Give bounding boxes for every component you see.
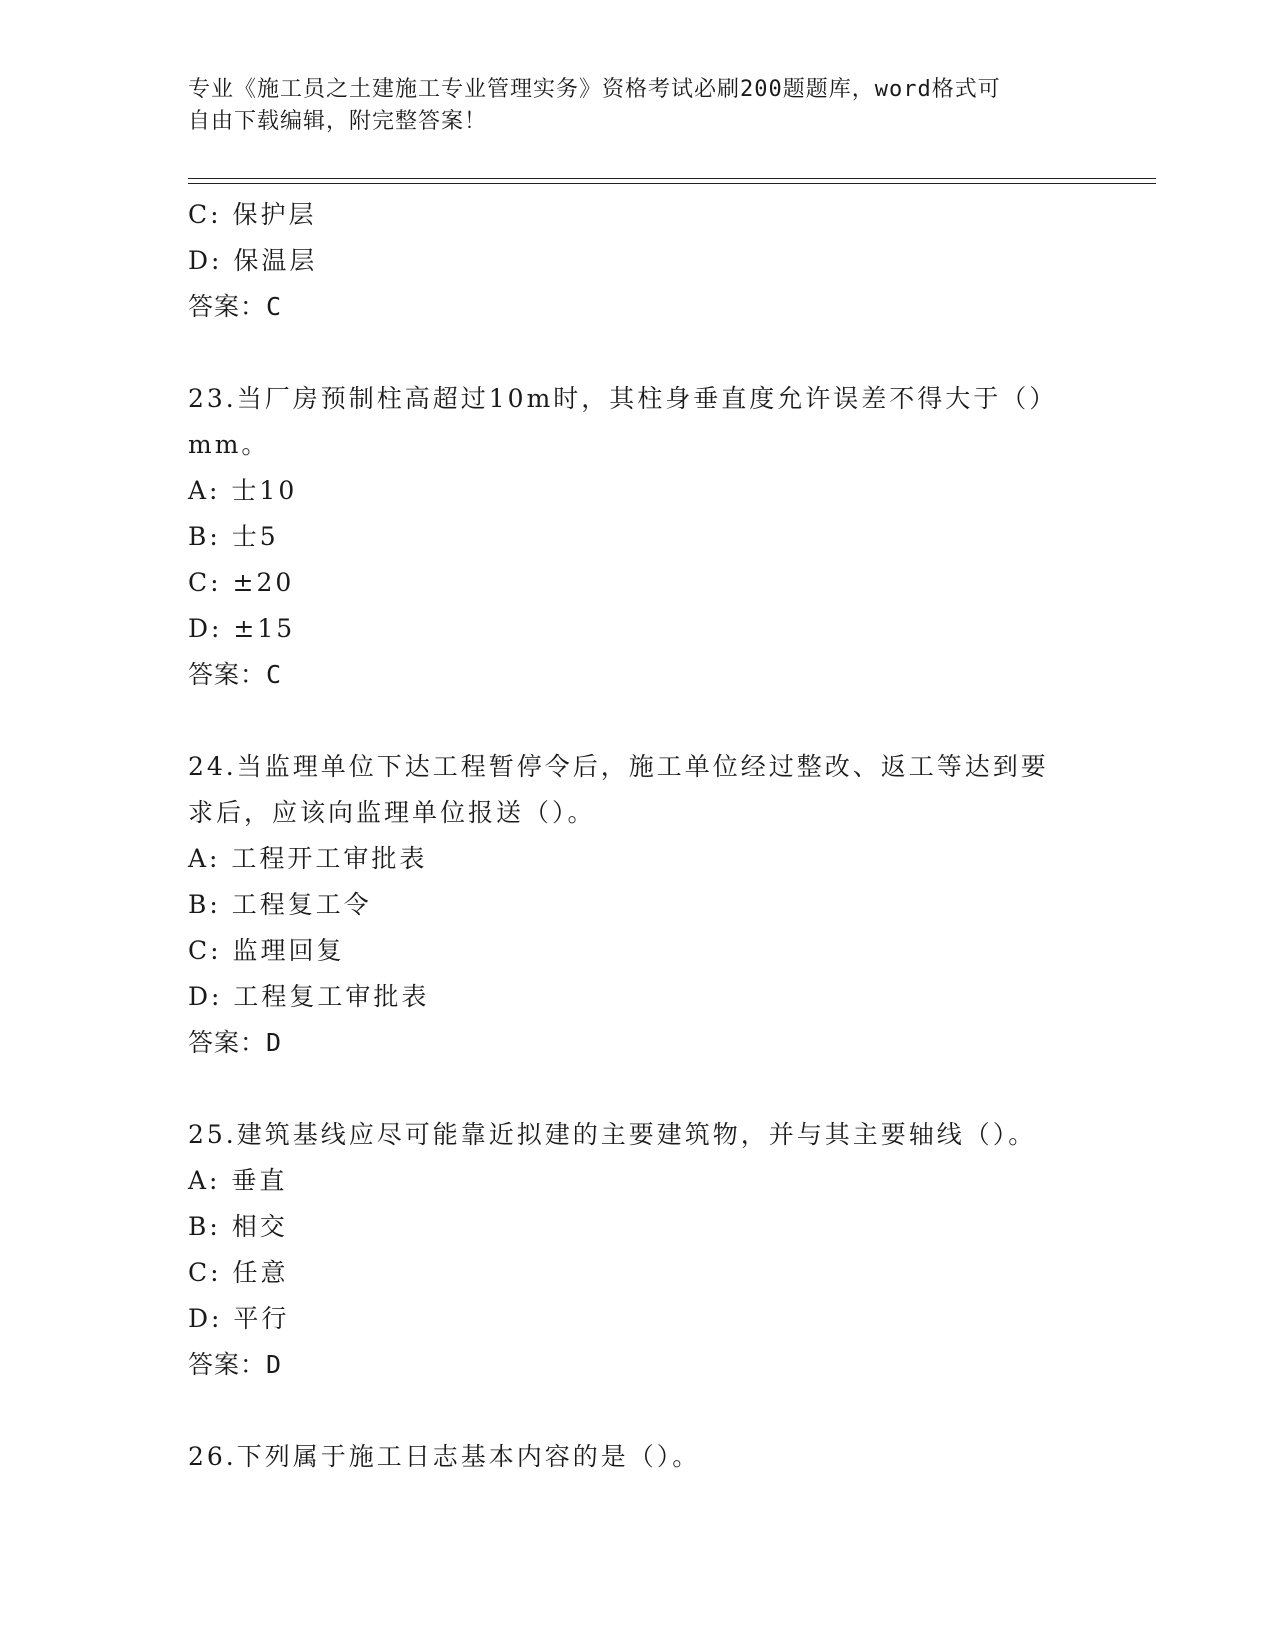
option-c: C: 任意 <box>188 1258 289 1287</box>
question-text: 25.建筑基线应尽可能靠近拟建的主要建筑物，并与其主要轴线（）。 <box>188 1120 1037 1149</box>
spacer <box>188 698 1088 744</box>
header-line-1: 专业《施工员之土建施工专业管理实务》资格考试必刷200题题库，word格式可 <box>188 77 1001 102</box>
question-23 <box>188 376 1088 698</box>
option-a: A: 垂直 <box>188 1166 288 1195</box>
question-text: 23.当厂房预制柱高超过10m时，其柱身垂直度允许误差不得大于（） <box>188 384 1058 413</box>
question-25 <box>188 1112 1088 1388</box>
option-d: D: 保温层 <box>188 246 318 275</box>
answer-line: 答案：C <box>188 660 283 689</box>
option-d: D: 工程复工审批表 <box>188 982 430 1011</box>
option-c: C: 监理回复 <box>188 936 345 965</box>
question-text-continued: 求后，应该向监理单位报送（）。 <box>188 798 596 827</box>
answer-line: 答案：D <box>188 1028 283 1057</box>
page-header <box>188 74 1068 138</box>
option-d: D: ±15 <box>188 614 296 643</box>
answer-line: 答案：C <box>188 292 283 321</box>
question-list <box>188 192 1088 1480</box>
spacer <box>188 330 1088 376</box>
option-c: C: ±20 <box>188 568 295 597</box>
question-text: 24.当监理单位下达工程暂停令后，施工单位经过整改、返工等达到要 <box>188 752 1049 781</box>
option-b: B: 士5 <box>188 522 279 551</box>
question-text-continued: mm。 <box>188 430 270 459</box>
header-line-2: 自由下载编辑，附完整答案！ <box>188 109 488 134</box>
question-24 <box>188 744 1088 1066</box>
header-divider-bottom <box>188 183 1156 184</box>
question-text: 26.下列属于施工日志基本内容的是（）。 <box>188 1442 701 1471</box>
spacer <box>188 1066 1088 1112</box>
spacer <box>188 1388 1088 1434</box>
header-divider-top <box>188 178 1156 179</box>
question-22 <box>188 192 1088 330</box>
option-a: A: 士10 <box>188 476 298 505</box>
option-a: A: 工程开工审批表 <box>188 844 428 873</box>
question-26 <box>188 1434 1088 1480</box>
option-d: D: 平行 <box>188 1304 290 1333</box>
option-b: B: 相交 <box>188 1212 288 1241</box>
answer-line: 答案：D <box>188 1350 283 1379</box>
option-c: C: 保护层 <box>188 200 317 229</box>
option-b: B: 工程复工令 <box>188 890 372 919</box>
